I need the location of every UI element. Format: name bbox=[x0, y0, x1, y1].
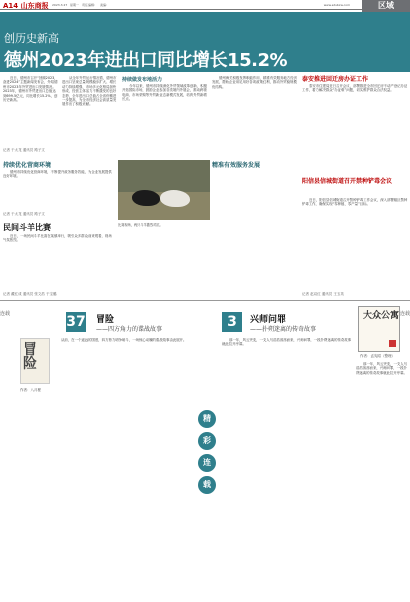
lead-column-4 bbox=[212, 76, 298, 156]
story2-episode-badge: 3 bbox=[222, 312, 242, 332]
lead-paragraph-4: 德州海关积极发挥职能作用，精准有效服务地方经济发展，帮助企业用足用好各项政策红利，推动外贸稳规模优结构。 bbox=[212, 76, 297, 89]
lead-paragraph-3: 今年以来，德州市持续深化外贸领域改革创新，积极开拓国际市场，鼓励企业参加各类境内外展会，推动跨境电商、市场采购等外贸新业态新模式发展，培育外贸新增长点。 bbox=[122, 84, 207, 102]
lead-paragraph-1: 近日，德州市召开“回顾2023，奋进2024”主题新闻发布会，介绍德州市2023年外贸进出口发展情况。2023年，德州市外贸进出口总值达到699.5亿元，同比增长15.2%，创历史新高。 bbox=[3, 76, 58, 103]
calligraphy-text: 冒险 bbox=[23, 342, 37, 372]
story2-title: 兴师问罪 bbox=[250, 315, 287, 325]
series-stamp bbox=[358, 306, 400, 352]
section-a-byline: 记者 于太龙 通讯员 路子文 bbox=[3, 212, 45, 216]
bubble-1: 精 bbox=[198, 410, 216, 428]
story2-continued-text: 那一年，风云突变，一支人马浩浩荡荡而来，兴师问罪，一段扑朔迷离的传奇故事就此拉开序幕。 bbox=[356, 362, 408, 375]
right-heading-1: 泰安推进回迁房办证工作 bbox=[302, 76, 369, 83]
headline-band bbox=[0, 12, 300, 72]
page-label: A14 山东商报 bbox=[3, 2, 49, 10]
bubble-3: 连 bbox=[198, 454, 216, 472]
lead-byline: 记者 于太龙 通讯员 路子文 bbox=[3, 148, 45, 152]
section-b-body bbox=[3, 234, 113, 290]
story1-text: 从前，在一个遥远的国度，四方势力明争暗斗，一场惊心动魄的谍战故事由此展开。 bbox=[61, 338, 187, 342]
section-a-heading: 持续优化营商环境 bbox=[3, 162, 52, 169]
bubble-2: 彩 bbox=[198, 432, 216, 450]
right-text-1: 泰安市住建局近日召开会议，部署推进全市回迁房不动产登记办证工作，着力解决群众“办证难”问题，切实维护群众合法权益。 bbox=[302, 84, 408, 93]
stamp-text: 大众公寓 bbox=[363, 311, 400, 321]
story2-text: 那一年，风云突变，一支人马浩浩荡荡而来，兴师问罪，一段扑朔迷离的传奇故事就此拉开序幕。 bbox=[222, 338, 352, 347]
story1-calligraphy bbox=[20, 338, 50, 384]
story2-author: 作者：孟宪昭（整理） bbox=[360, 354, 395, 358]
issue-date: 2023.3.27 bbox=[52, 3, 68, 7]
right-column-1 bbox=[302, 84, 408, 174]
story1-author: 作者：八月槎 bbox=[20, 388, 41, 392]
section-a-body bbox=[3, 170, 113, 210]
lead-column-1 bbox=[3, 76, 59, 146]
lead-column-2 bbox=[62, 76, 118, 154]
mid-heading: 精准有效服务发展 bbox=[212, 162, 261, 169]
site-url[interactable]: www.sdsbxw.com bbox=[323, 3, 350, 7]
design-label: 美编： bbox=[100, 3, 110, 7]
lead-column-3 bbox=[122, 84, 208, 156]
issue-weekday: 星期一 bbox=[70, 3, 80, 7]
section-b-heading: 民间斗羊比赛 bbox=[3, 223, 51, 232]
bubble-4: 载 bbox=[198, 476, 216, 494]
right-byline: 记者 赵双红 通讯员 王玉英 bbox=[302, 292, 344, 296]
right-column-2 bbox=[302, 198, 408, 288]
story2-body-continued bbox=[356, 362, 408, 596]
red-seal-icon bbox=[389, 340, 396, 347]
left-side-tag: 连载 bbox=[0, 311, 11, 317]
story1-title: 冒险 bbox=[96, 315, 115, 325]
story1-subtitle: ——四方角力的谍战故事 bbox=[96, 326, 163, 333]
headline-title: 德州2023年进出口同比增长15.2% bbox=[4, 50, 288, 71]
section-divider bbox=[0, 300, 410, 301]
section-a-text: 德州市持续优化营商环境，不断提升政务服务效能，为企业发展提供良好环境。 bbox=[3, 170, 112, 179]
story2-body bbox=[222, 338, 352, 596]
masthead bbox=[0, 0, 410, 10]
photo-caption: 比赛现场，两只斗羊激烈对抗。 bbox=[118, 223, 163, 227]
section-b-text: 近日，一场民间斗羊比赛在某镇举行，吸引众多群众前来观看，现场气氛热烈。 bbox=[3, 234, 112, 243]
lead-paragraph-2: 从全年外贸运行情况看，德州市进出口呈现总量规模稳步扩大、增长动力持续增强、市场多元化格局加快形成、经营主体活力不断激发的良好态势，全年进出口总值占全省份额进一步提高，为全市经济社会高质量发展作出了积极贡献。 bbox=[62, 76, 117, 107]
story1-episode-badge: 37 bbox=[66, 314, 86, 330]
story2-subtitle: ——扑朔迷离的传奇故事 bbox=[250, 326, 317, 333]
section-tab[interactable]: 区域 bbox=[362, 0, 410, 12]
headline-band-extension bbox=[300, 12, 410, 72]
right-side-tag: 连载 bbox=[400, 311, 410, 317]
col3-heading: 持续做发布地活力 bbox=[122, 77, 163, 83]
center-band bbox=[196, 318, 218, 598]
right-text-2: 近日，阳信县信城街道召开禁种铲毒工作会议，深入部署辖区禁种铲毒工作，确保实现“零种植、零产量”目标。 bbox=[302, 198, 408, 207]
section-b-byline: 记者 藏红成 通讯员 张文浩 于宝璐 bbox=[3, 292, 57, 296]
story1-body bbox=[54, 338, 194, 596]
goat-fight-photo bbox=[118, 160, 210, 220]
headline-kicker: 创历史新高 bbox=[4, 32, 59, 45]
editor-label: 责任编辑： bbox=[82, 3, 98, 7]
right-heading-2: 阳信县信城街道召开禁种铲毒会议 bbox=[302, 178, 393, 185]
black-goat bbox=[132, 190, 160, 206]
white-goat bbox=[160, 190, 190, 207]
